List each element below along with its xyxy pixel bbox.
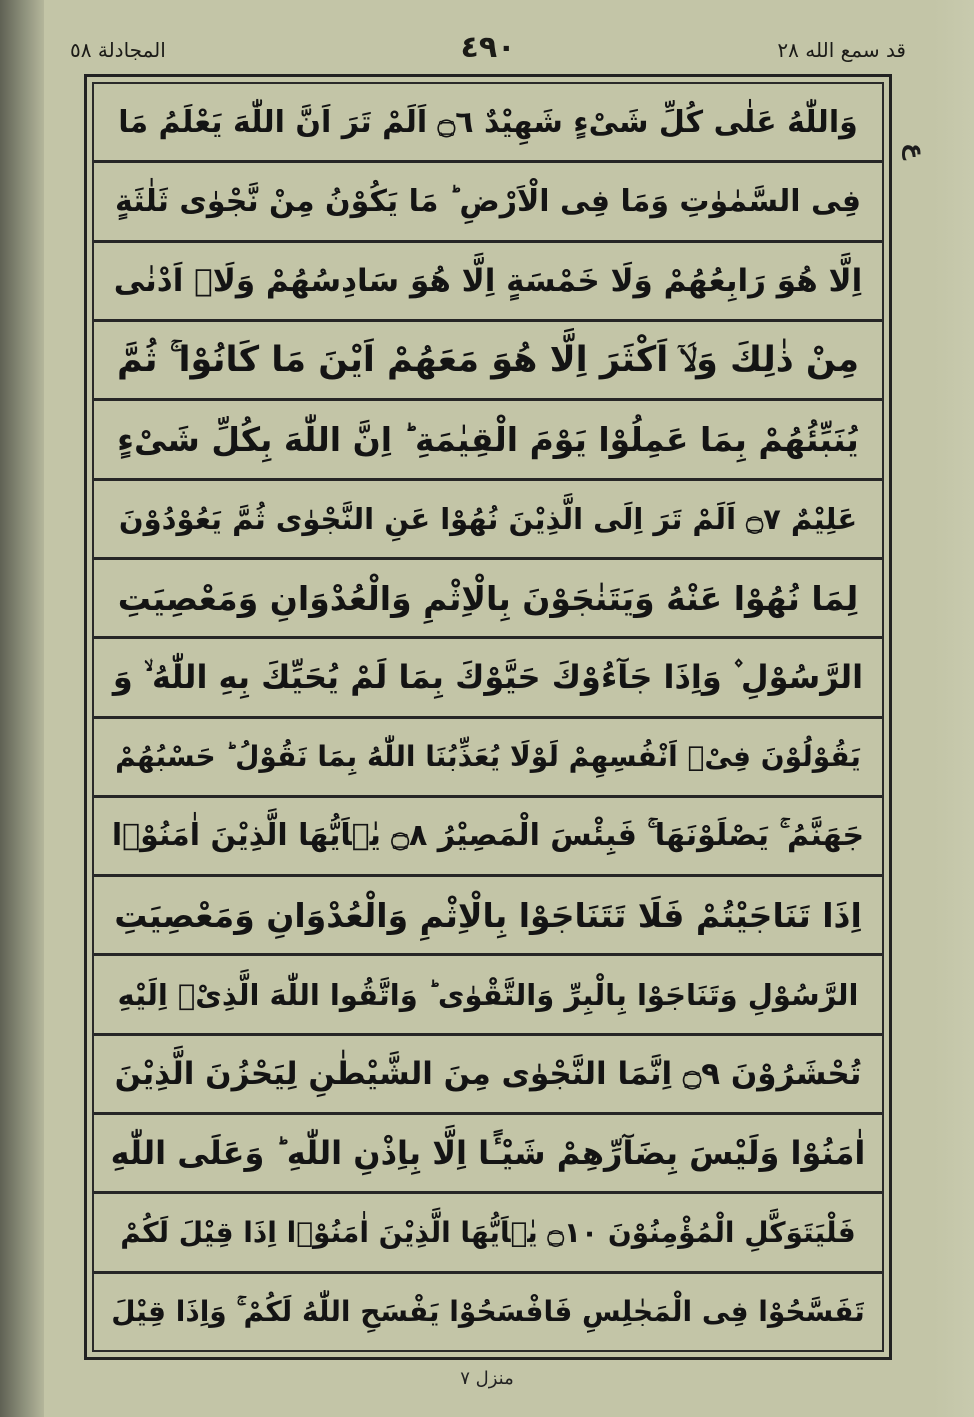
manzil-footer: منزل ٧ xyxy=(460,1368,514,1389)
verse-line: يُنَبِّئُهُمْ بِمَا عَمِلُوْا يَوْمَ الْقِيٰمَةِ ؕ اِنَّ اللّٰهَ بِكُلِّ شَىْءٍ xyxy=(94,401,882,480)
page-binding-edge xyxy=(0,0,44,1417)
verse-line: الرَّسُوْلِ وَتَنَاجَوْا بِالْبِرِّ وَالتَّقْوٰى ؕ وَاتَّقُوا اللّٰهَ الَّذِىْۤ اِلَيْهِ xyxy=(94,956,882,1035)
verse-line: تَفَسَّحُوْا فِى الْمَجٰلِسِ فَافْسَحُوْا يَفْسَحِ اللّٰهُ لَكُمْ ۚ وَاِذَا قِيْلَ xyxy=(111,1294,865,1328)
verse-line: لِمَا نُهُوْا عَنْهُ وَيَتَنٰجَوْنَ بِالْاِثْمِ وَالْعُدْوَانِ وَمَعْصِيَتِ xyxy=(94,560,882,639)
verse-line: يَقُوْلُوْنَ فِىْۤ اَنْفُسِهِمْ لَوْلَا يُعَذِّبُنَا اللّٰهُ بِمَا نَقُوْلُ ؕ حَسْبُهُمْ xyxy=(94,719,882,798)
verse-line: جَهَنَّمُ ۚ يَصْلَوْنَهَا ۚ فَبِئْسَ الْمَصِيْرُ ۝٨ يٰۤاَيُّهَا الَّذِيْنَ اٰمَنُوْۤا xyxy=(94,798,882,877)
juz-label: قد سمع الله ٢٨ xyxy=(777,38,906,62)
verse-lines xyxy=(94,84,882,1350)
ruku-marker: ع xyxy=(902,142,930,160)
verse-line: اِذَا تَنَاجَيْتُمْ فَلَا تَتَنَاجَوْا بِالْاِثْمِ وَالْعُدْوَانِ وَمَعْصِيَتِ xyxy=(94,877,882,956)
page-number: ٤٩٠ xyxy=(460,30,516,65)
page-right-edge xyxy=(934,0,974,1417)
verse-line: تُحْشَرُوْنَ ۝٩ اِنَّمَا النَّجْوٰى مِنَ الشَّيْطٰنِ لِيَحْزُنَ الَّذِيْنَ xyxy=(94,1036,882,1115)
verse-line: فِى السَّمٰوٰتِ وَمَا فِى الْاَرْضِ ؕ مَا يَكُوْنُ مِنْ نَّجْوٰى ثَلٰثَةٍ xyxy=(94,163,882,242)
verse-line: عَلِيْمٌ ۝٧ اَلَمْ تَرَ اِلَى الَّذِيْنَ نُهُوْا عَنِ النَّجْوٰى ثُمَّ يَعُوْدُوْنَ xyxy=(94,481,882,560)
verse-line: مِنْ ذٰلِكَ وَلَاۤ اَكْثَرَ اِلَّا هُوَ مَعَهُمْ اَيْنَ مَا كَانُوْا ۚ ثُمَّ xyxy=(94,322,882,401)
verse-line: وَاللّٰهُ عَلٰى كُلِّ شَىْءٍ شَهِيْدٌ ۝٦ اَلَمْ تَرَ اَنَّ اللّٰهَ يَعْلَمُ مَا xyxy=(94,84,882,163)
surah-label: المجادلة ٥٨ xyxy=(70,38,166,62)
verse-line: اٰمَنُوْا وَلَيْسَ بِضَآرِّهِمْ شَيْـًٔا اِلَّا بِاِذْنِ اللّٰهِ ؕ وَعَلَى اللّٰهِ xyxy=(94,1115,882,1194)
verse-line: اِلَّا هُوَ رَابِعُهُمْ وَلَا خَمْسَةٍ اِلَّا هُوَ سَادِسُهُمْ وَلَاۤ اَدْنٰى xyxy=(94,243,882,322)
page-header xyxy=(70,30,906,70)
verse-line: فَلْيَتَوَكَّلِ الْمُؤْمِنُوْنَ ۝١٠ يٰۤاَيُّهَا الَّذِيْنَ اٰمَنُوْۤا اِذَا قِيْلَ لَكُمْ xyxy=(94,1194,882,1273)
verse-line: الرَّسُوْلِ ۫ وَاِذَا جَآءُوْكَ حَيَّوْكَ بِمَا لَمْ يُحَيِّكَ بِهِ اللّٰهُ ۙ وَ xyxy=(94,639,882,718)
